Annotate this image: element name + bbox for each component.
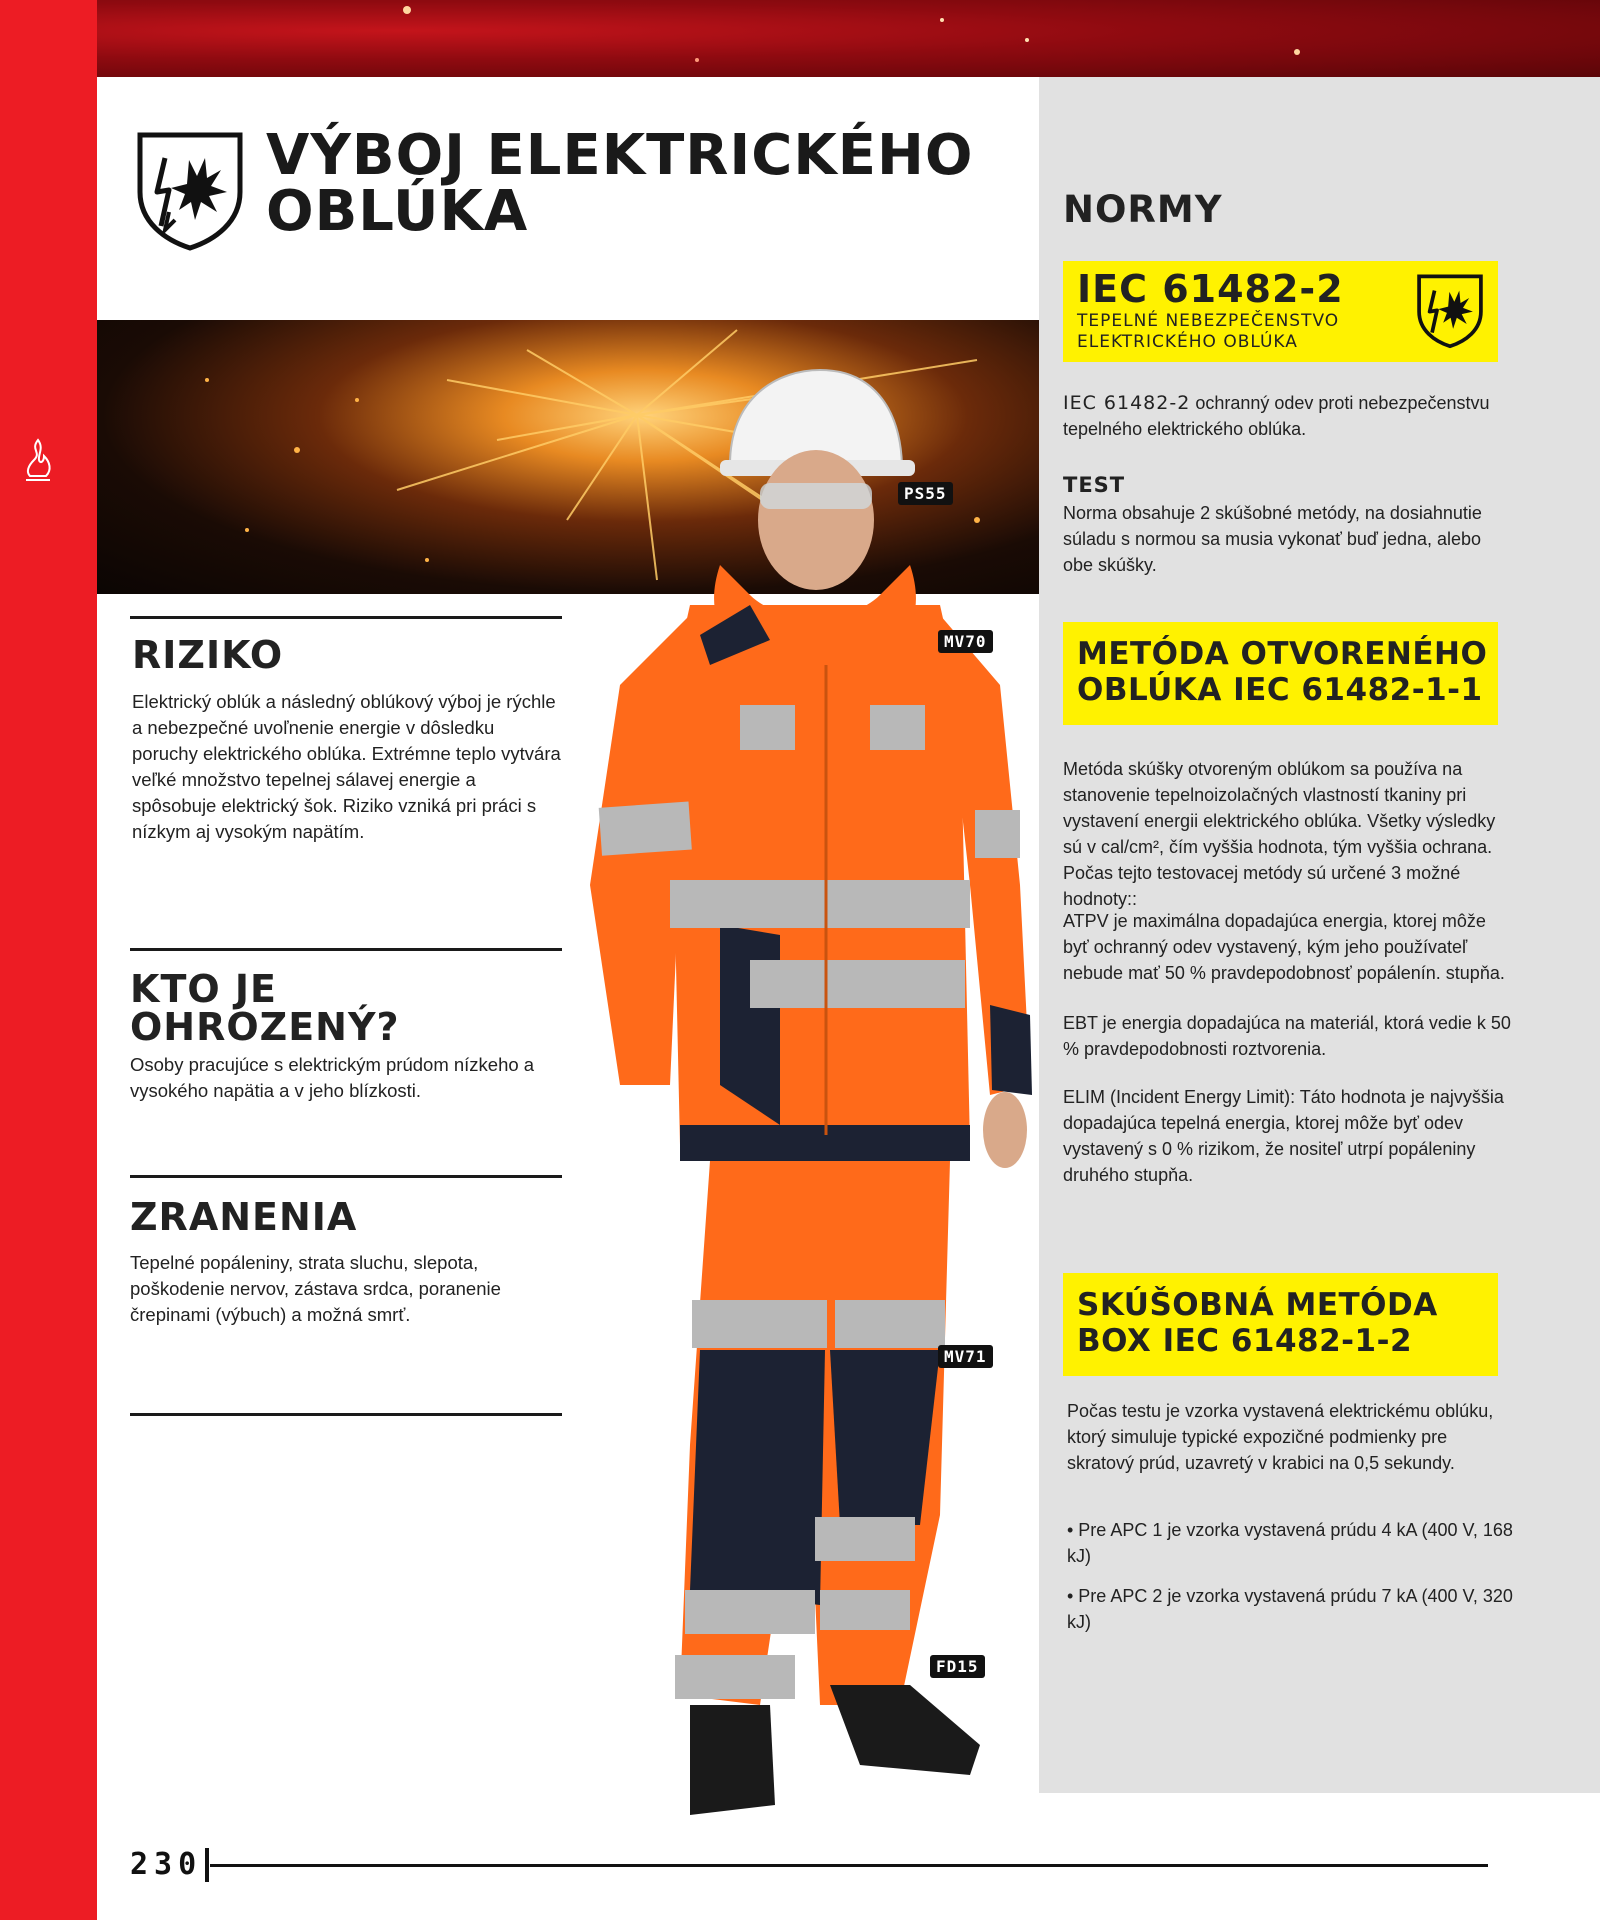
section-divider bbox=[130, 1175, 562, 1178]
side-strip bbox=[0, 0, 97, 1920]
section-divider bbox=[130, 1413, 562, 1416]
electric-arc-shield-icon bbox=[135, 130, 245, 252]
test-text: Norma obsahuje 2 skúšobné metódy, na dosiahnutie súladu s normou sa musia vykonať buď jedna, alebo obe skúšky. bbox=[1063, 503, 1482, 575]
ohrozeny-heading bbox=[130, 967, 400, 1049]
footer-divider bbox=[205, 1848, 209, 1882]
iec-code: IEC 61482-2 bbox=[1077, 267, 1344, 311]
page-number: 230 bbox=[130, 1847, 203, 1882]
open-arc-title-line2: OBLÚKA IEC 61482-1-1 bbox=[1077, 672, 1483, 708]
zranenia-text: Tepelné popáleniny, strata sluchu, slepota, poškodenie nervov, zástava srdca, poranenie črepinami (výbuch) a možná smrť. bbox=[130, 1252, 501, 1325]
zranenia-heading: ZRANENIA bbox=[130, 1195, 358, 1239]
electric-arc-shield-icon bbox=[1416, 273, 1484, 349]
test-heading: TEST bbox=[1063, 473, 1126, 497]
open-arc-title-line1: METÓDA OTVORENÉHO bbox=[1077, 636, 1488, 672]
open-arc-paragraph-1: Metóda skúšky otvoreným oblúkom sa používa na stanovenie tepelnoizolačných vlastností tkaniny pri vystavení energii elektrického oblúka. Všetky výsledky sú v cal/cm², čím vyššia hodnota, tým vyššia ochrana. Počas tejto testovacej metódy sú určené 3 možné hodnoty:: bbox=[1063, 759, 1496, 909]
iec-61482-2-box bbox=[1063, 261, 1498, 362]
top-banner-image bbox=[97, 0, 1600, 77]
product-tag-boots: FD15 bbox=[930, 1655, 985, 1678]
open-arc-paragraph-atpv: ATPV je maximálna dopadajúca energia, ktorej môže byť ochranný odev vystavený, kým jeho používateľ nebude mať 50 % pravdepodobnosť popálenín. stupňa. bbox=[1063, 911, 1505, 983]
product-tag-helmet: PS55 bbox=[898, 482, 953, 505]
open-arc-paragraph-ebt: EBT je energia dopadajúca na materiál, ktorá vedie k 50 % pravdepodobnosti roztvorenia. bbox=[1063, 1013, 1511, 1059]
iec-description bbox=[1063, 390, 1503, 442]
riziko-heading: RIZIKO bbox=[132, 633, 284, 677]
product-tag-jacket: MV70 bbox=[938, 630, 993, 653]
flame-icon bbox=[20, 436, 56, 484]
standards-heading: NORMY bbox=[1063, 188, 1223, 231]
open-arc-method-box bbox=[1063, 622, 1498, 725]
ohrozeny-heading-line1: KTO JE bbox=[130, 967, 277, 1011]
riziko-text: Elektrický oblúk a následný oblúkový výboj je rýchle a nebezpečné uvoľnenie energie v dôsledku poruchy elektrického oblúka. Extrémne teplo vytvára veľké množstvo tepelnej sálavej energie a spôsobuje elektrický šok. Riziko vzniká pri práci s nízkym aj vysokým napätím. bbox=[132, 691, 561, 842]
title-line-2: OBLÚKA bbox=[266, 179, 529, 244]
page-title bbox=[266, 123, 1026, 244]
iec-description-code: IEC 61482-2 bbox=[1063, 392, 1191, 414]
section-divider bbox=[130, 616, 562, 619]
iec-subtitle-line2: ELEKTRICKÉHO OBLÚKA bbox=[1077, 332, 1298, 352]
open-arc-paragraph-elim: ELIM (Incident Energy Limit): Táto hodnota je najvyššia dopadajúca tepelná energia, ktorej môže byť odev vystavený s 0 % rizikom, že nositeľ utrpí popáleniny druhého stupňa. bbox=[1063, 1087, 1504, 1185]
box-method-bullet-apc2: • Pre APC 2 je vzorka vystavená prúdu 7 kA (400 V, 320 kJ) bbox=[1067, 1586, 1513, 1632]
product-tag-trousers: MV71 bbox=[938, 1345, 993, 1368]
box-method-title-line1: SKÚŠOBNÁ METÓDA bbox=[1077, 1287, 1438, 1323]
ohrozeny-heading-line2: OHROZENÝ? bbox=[130, 1005, 400, 1049]
open-arc-title bbox=[1077, 636, 1487, 708]
worker-in-protective-suit-image bbox=[580, 365, 1050, 1845]
title-line-1: VÝBOJ ELEKTRICKÉHO bbox=[266, 123, 974, 188]
box-method-title bbox=[1077, 1287, 1438, 1359]
box-method-title-line2: BOX IEC 61482-1-2 bbox=[1077, 1323, 1413, 1359]
box-method-bullet-apc1: • Pre APC 1 je vzorka vystavená prúdu 4 kA (400 V, 168 kJ) bbox=[1067, 1520, 1513, 1566]
box-method-box bbox=[1063, 1273, 1498, 1376]
ohrozeny-text: Osoby pracujúce s elektrickým prúdom nízkeho a vysokého napätia a v jeho blízkosti. bbox=[130, 1054, 535, 1101]
iec-subtitle bbox=[1077, 311, 1339, 353]
box-method-paragraph: Počas testu je vzorka vystavená elektrickému oblúku, ktorý simuluje typické expozičné podmienky pre skratový prúd, uzavretý v krabici na 0,5 sekundy. bbox=[1067, 1401, 1494, 1473]
iec-subtitle-line1: TEPELNÉ NEBEZPEČENSTVO bbox=[1077, 311, 1340, 331]
section-divider bbox=[130, 948, 562, 951]
iec-description-text: ochranný odev proti nebezpečenstvu tepelného elektrického oblúka. bbox=[1063, 393, 1490, 439]
footer-rule bbox=[210, 1864, 1488, 1867]
